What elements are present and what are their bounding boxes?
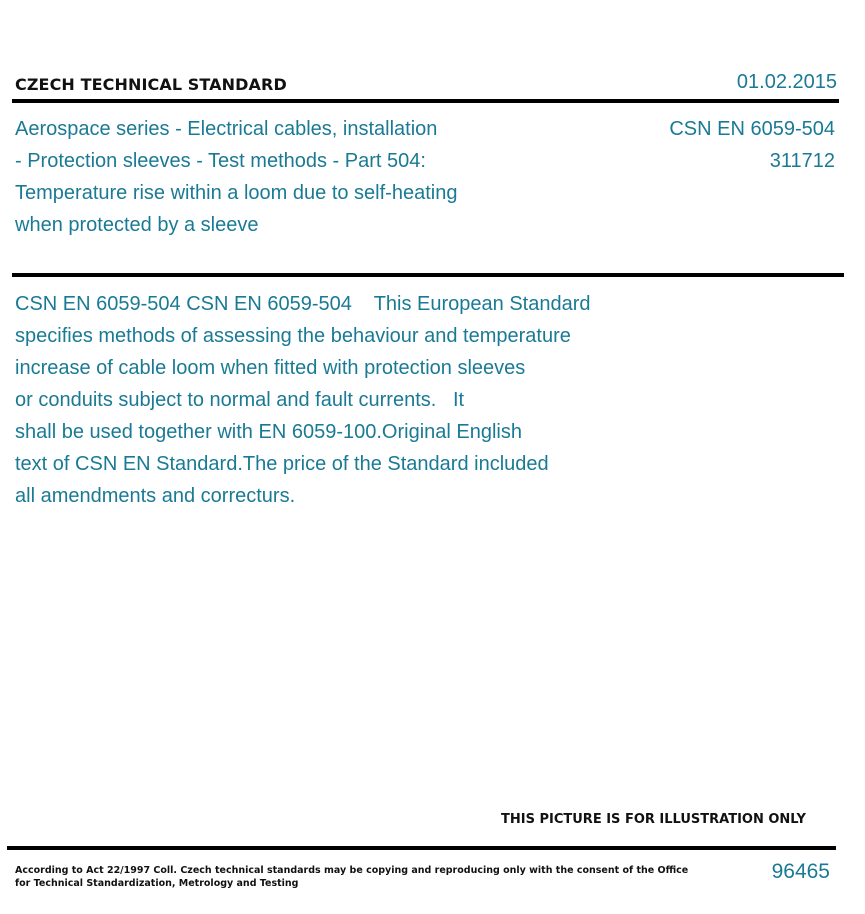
- abstract-line: all amendments and correcturs.: [15, 485, 296, 507]
- illustration-disclaimer: THIS PICTURE IS FOR ILLUSTRATION ONLY: [501, 812, 806, 827]
- title-line: when protected by a sleeve: [15, 214, 259, 236]
- header-divider: [12, 99, 839, 103]
- publication-date: 01.02.2015: [736, 71, 837, 93]
- standard-code: CSN EN 6059-504: [669, 118, 835, 140]
- abstract-line: shall be used together with EN 6059-100.Original English: [15, 421, 522, 443]
- abstract-line: specifies methods of assessing the behaviour and temperature: [15, 325, 571, 347]
- footer-divider: [7, 846, 836, 850]
- document-number: 96465: [771, 860, 830, 883]
- legal-line: According to Act 22/1997 Coll. Czech technical standards may be copying and reproducing only with the consent of the Office: [15, 865, 689, 876]
- legal-notice: [15, 864, 688, 890]
- document-type-label: CZECH TECHNICAL STANDARD: [15, 75, 287, 94]
- title-line: - Protection sleeves - Test methods - Part 504:: [15, 150, 426, 172]
- abstract-line: increase of cable loom when fitted with protection sleeves: [15, 357, 526, 379]
- catalog-number: 311712: [769, 150, 835, 172]
- abstract-line: or conduits subject to normal and fault currents. It: [15, 389, 465, 411]
- abstract-line: CSN EN 6059-504 CSN EN 6059-504 This European Standard: [15, 293, 591, 315]
- title-line: Aerospace series - Electrical cables, installation: [15, 118, 438, 140]
- title-line: Temperature rise within a loom due to self-heating: [15, 182, 458, 204]
- standard-title: [15, 113, 535, 241]
- legal-line: for Technical Standardization, Metrology and Testing: [15, 878, 299, 889]
- section-divider: [12, 273, 844, 277]
- abstract-line: text of CSN EN Standard.The price of the Standard included: [15, 453, 549, 475]
- standard-abstract: [15, 288, 675, 512]
- standard-identifiers: [669, 113, 835, 177]
